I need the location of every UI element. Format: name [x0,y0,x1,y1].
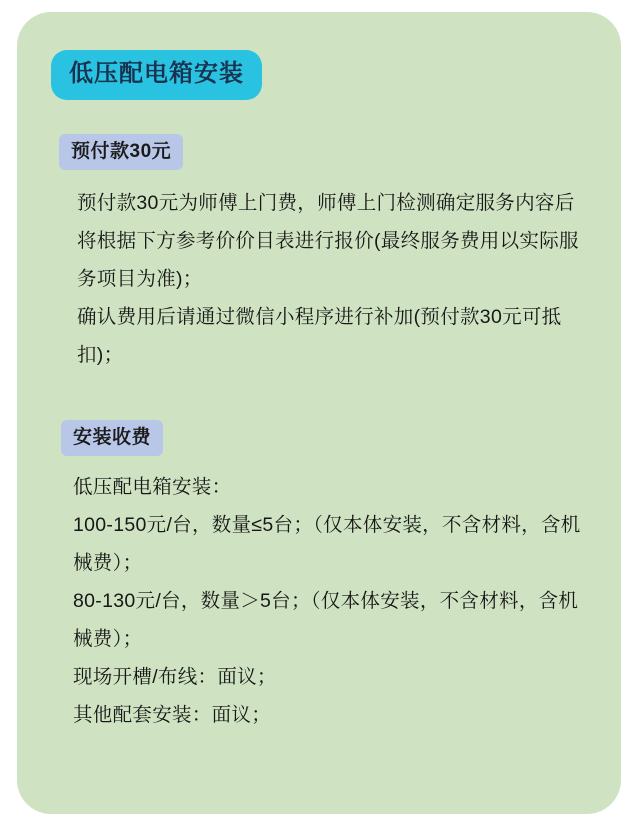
fee-line: 现场开槽/布线：面议； [73,666,277,689]
fee-line: 100-150元/台，数量≤5台；（仅本体安装，不含材料，含机械费）； [73,514,581,575]
card-content [17,12,621,754]
section-install-fee-text [73,468,587,734]
section-install-fee [61,420,587,734]
paragraph: 确认费用后请通过微信小程序进行补加(预付款30元可抵扣)； [77,306,562,367]
section-prepayment [59,134,587,374]
section-tag-install-fee: 安装收费 [61,420,163,456]
price-info-card [17,12,621,814]
section-prepayment-text [77,184,587,374]
fee-line: 低压配电箱安装： [73,476,232,499]
fee-line: 其他配套安装：面议； [73,704,272,727]
fee-line: 80-130元/台，数量＞5台；（仅本体安装，不含材料，含机械费）； [73,590,579,651]
paragraph: 预付款30元为师傅上门费，师傅上门检测确定服务内容后将根据下方参考价价目表进行报价(最终服务费用以实际服务项目为准)； [77,192,579,291]
section-tag-prepayment: 预付款30元 [59,134,183,170]
page-title: 低压配电箱安装 [51,50,262,100]
